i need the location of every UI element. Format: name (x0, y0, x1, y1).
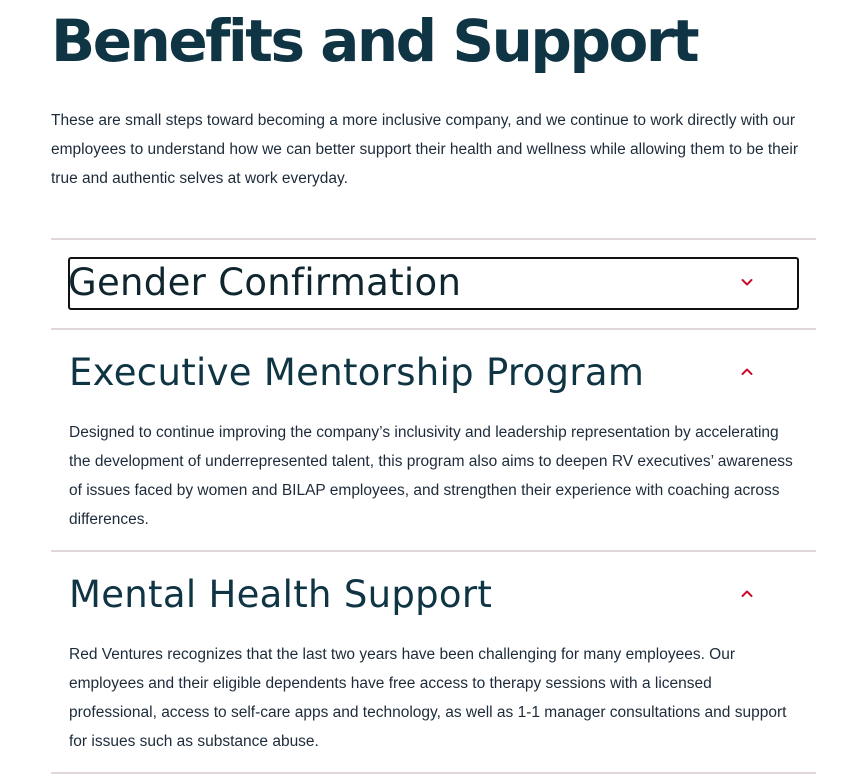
accordion-title: Executive Mentorship Program (69, 351, 645, 394)
accordion-panel-text: Red Ventures recognizes that the last two years have been challenging for many employees. Our employees and their eligible dependents have free access to therapy sessions with a licensed professional, access to self-care apps and technology, as well as 1-1 manager consultations and support for issues such as substance abuse. (69, 646, 787, 750)
intro-paragraph: These are small steps toward becoming a more inclusive company, and we continue to work directly with our employees to understand how we can better support their health and wellness while allowing them to be their true and authentic selves at work everyday. (51, 112, 799, 187)
chevron-up-icon[interactable] (740, 587, 754, 601)
accordion-toggle-mental-health[interactable] (51, 552, 816, 640)
accordion-title: Gender Confirmation (68, 261, 462, 304)
benefits-accordion (51, 238, 816, 774)
accordion-toggle-gender-confirmation[interactable] (51, 240, 816, 328)
accordion-item-mental-health (51, 550, 816, 774)
accordion-title: Mental Health Support (69, 573, 493, 616)
page-title: Benefits and Support (51, 7, 698, 75)
accordion-item-executive-mentorship (51, 328, 816, 550)
chevron-up-icon[interactable] (740, 365, 754, 379)
accordion-panel (51, 418, 816, 550)
chevron-down-icon[interactable] (740, 275, 754, 289)
accordion-toggle-executive-mentorship[interactable] (51, 330, 816, 418)
accordion-panel (51, 640, 816, 772)
accordion-panel-text: Designed to continue improving the company’s inclusivity and leadership representation by accelerating the development of underrepresented talent, this program also aims to deepen RV executives’ awareness of issues faced by women and BILAP employees, and strengthen their experience with coaching across differences. (69, 424, 793, 528)
accordion-item-gender-confirmation (51, 238, 816, 328)
